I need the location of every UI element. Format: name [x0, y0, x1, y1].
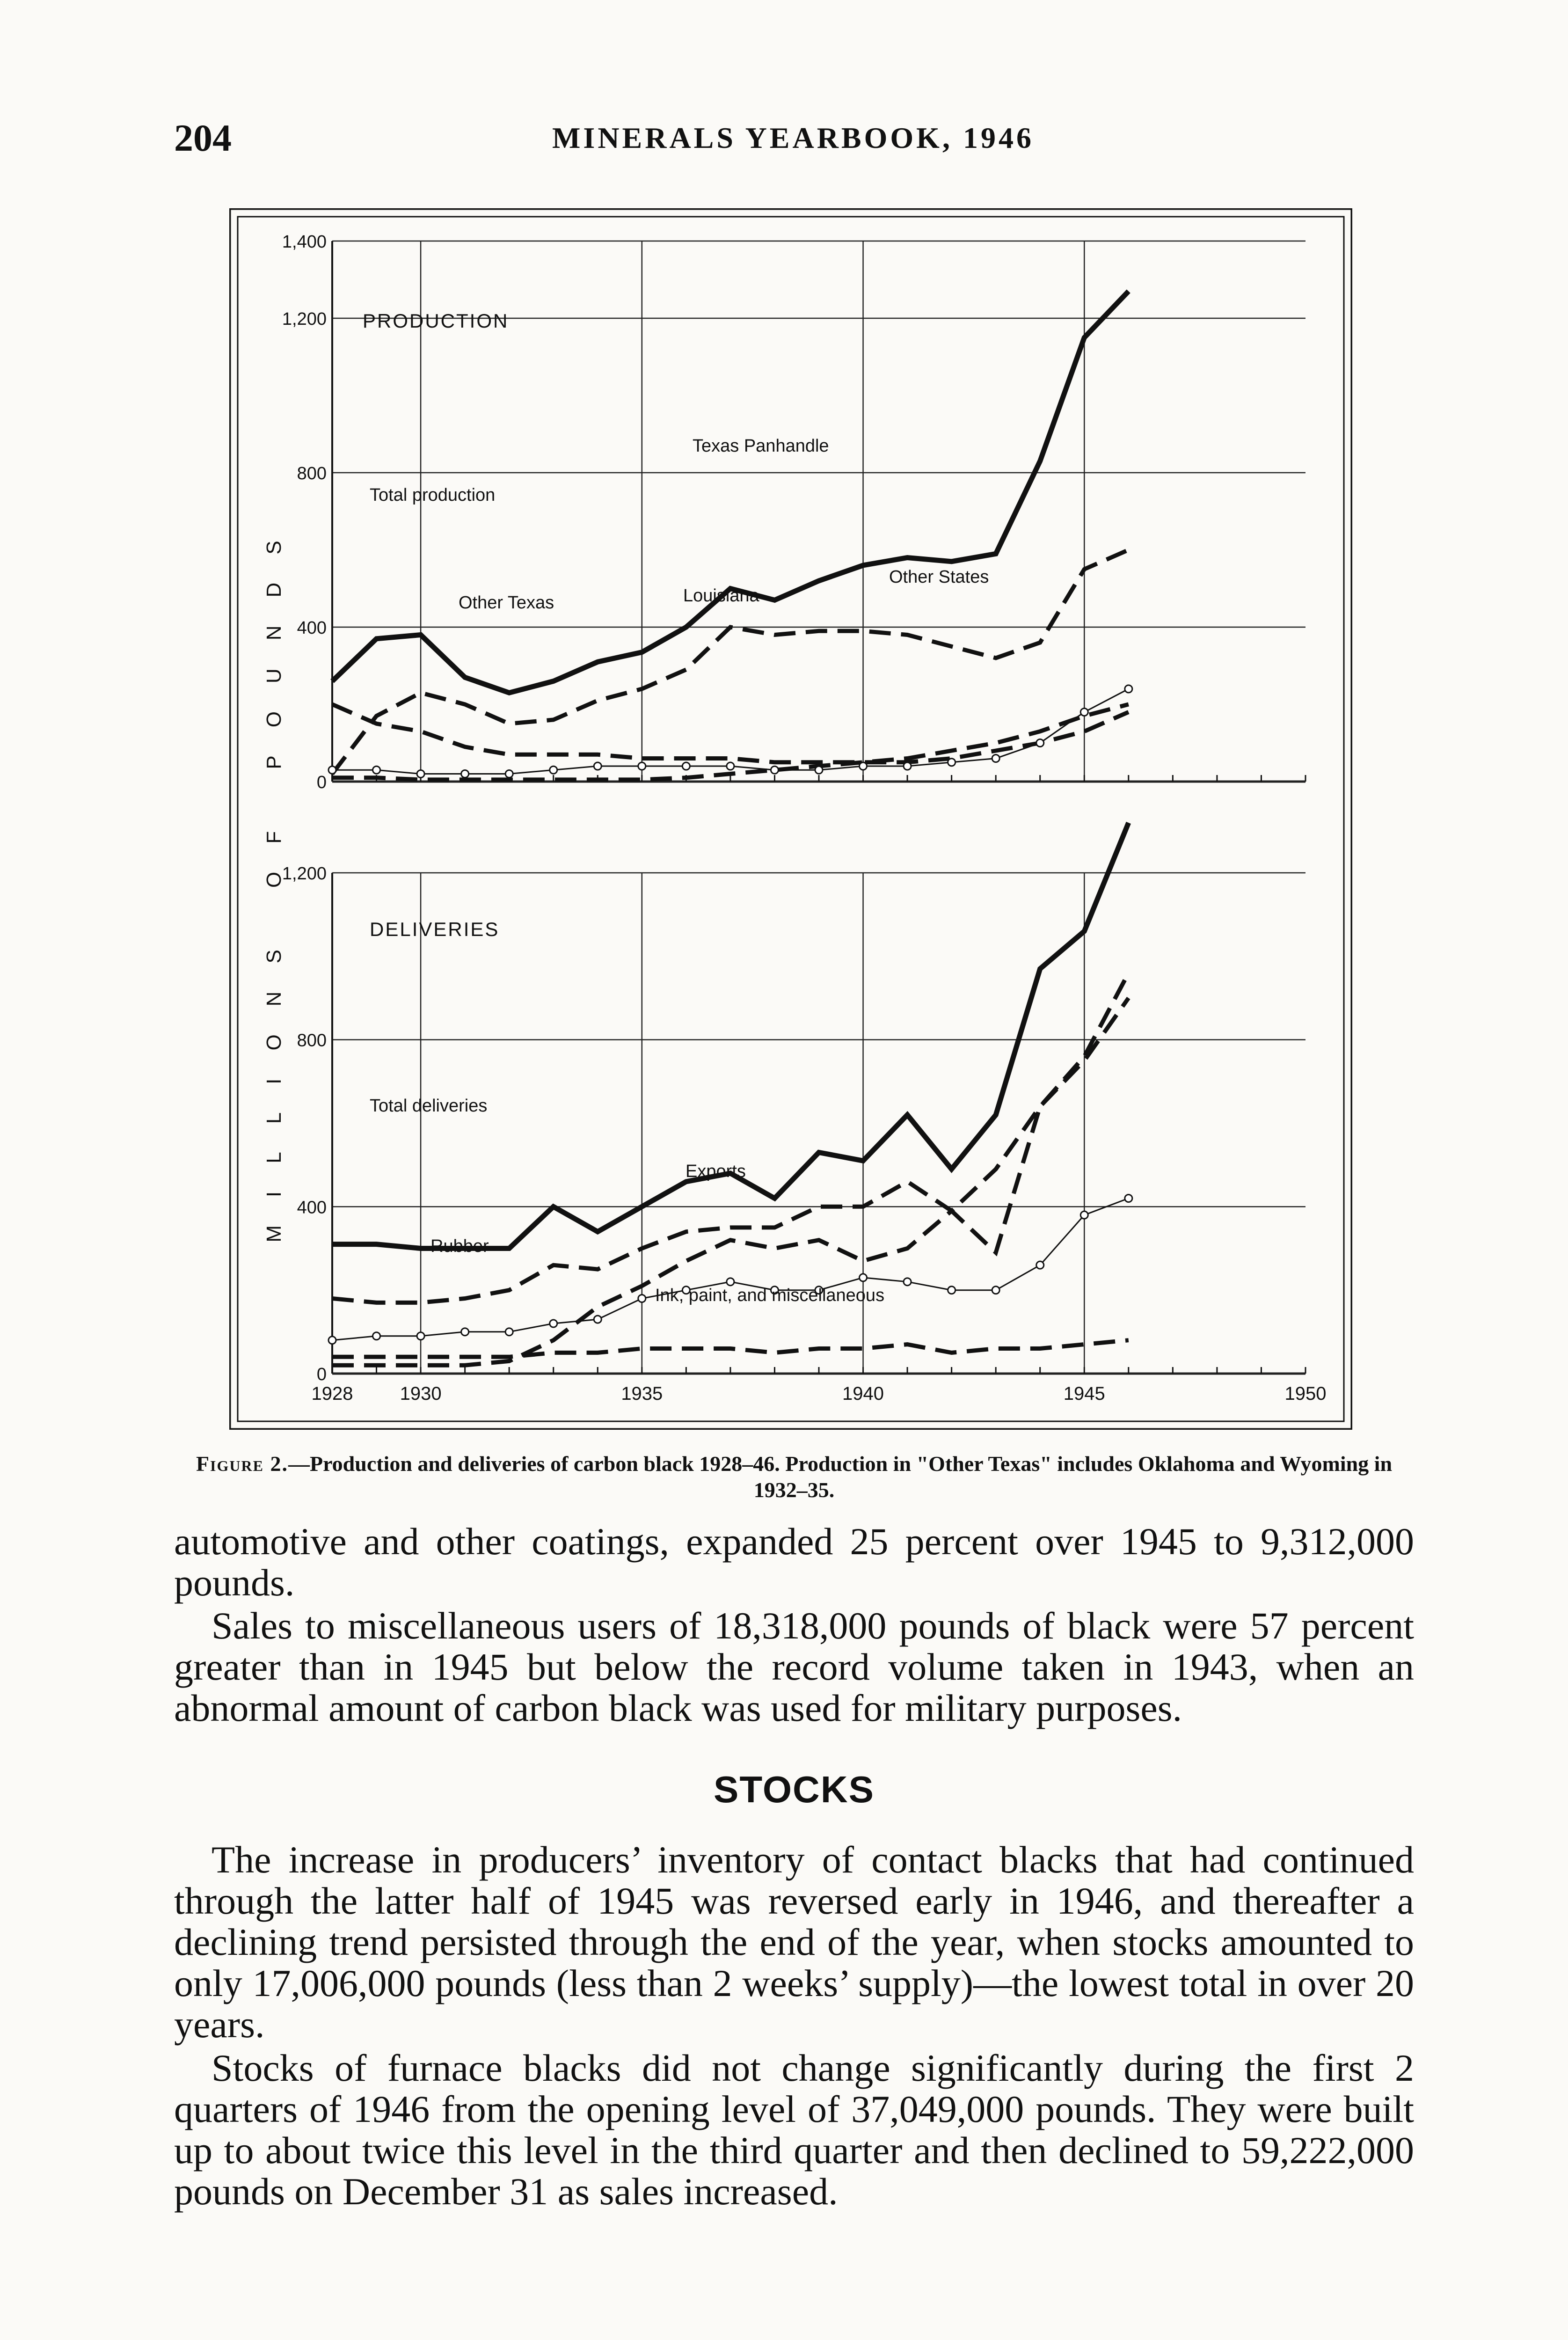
series-line-circle-series [332, 1199, 1129, 1340]
panel-title-production: PRODUCTION [363, 310, 509, 332]
data-point-circle-series-1934 [594, 1316, 601, 1323]
data-point-other-states-1934 [594, 762, 601, 770]
y-tick-label-800: 800 [297, 464, 327, 483]
section-heading-stocks: STOCKS [714, 1769, 875, 1810]
y-tick-label-1200: 1,200 [282, 309, 327, 329]
carbon-black-figure [229, 208, 1352, 1430]
stocks-paragraph-2: Stocks of furnace blacks did not change significantly during the first 2 quarters of 1946 from the opening level of 37,049,000 pounds. They were built up to about twice this level in the third quarter and then declined to 59,222,000 pounds on December 31 as sales increased. [174, 2047, 1414, 2213]
series-label-exports: Exports [686, 1162, 746, 1181]
data-point-other-states-1940 [860, 762, 867, 770]
data-point-circle-series-1928 [328, 1337, 336, 1344]
y-tick-label-0: 0 [316, 1365, 327, 1384]
paragraph-1: automotive and other coatings, expanded 25 percent over 1945 to 9,312,000 pounds. [174, 1520, 1414, 1604]
series-label-other-texas: Other Texas [459, 593, 554, 613]
series-label-rubber: Rubber [430, 1236, 489, 1256]
data-point-other-states-1939 [815, 766, 823, 774]
data-point-circle-series-1941 [904, 1278, 911, 1286]
series-label-total-production: Total production [370, 485, 496, 505]
data-point-other-states-1930 [417, 770, 424, 778]
data-point-other-states-1937 [727, 762, 734, 770]
running-head: MINERALS YEARBOOK, 1946 [552, 121, 1034, 154]
x-tick-label-1935: 1935 [621, 1383, 663, 1404]
data-point-circle-series-1942 [948, 1287, 955, 1294]
data-point-circle-series-1945 [1080, 1211, 1088, 1219]
series-line-rubber [332, 998, 1129, 1303]
page-number: 204 [174, 117, 232, 159]
series-label-texas-panhandle: Texas Panhandle [693, 436, 829, 456]
chart-panel-production [282, 232, 1305, 792]
y-tick-label-1400: 1,400 [282, 232, 327, 252]
data-point-other-states-1936 [682, 762, 690, 770]
figure-caption [174, 1451, 1414, 1503]
x-tick-label-1940: 1940 [842, 1383, 884, 1404]
data-point-circle-series-1931 [461, 1328, 469, 1336]
data-point-other-states-1941 [904, 762, 911, 770]
data-point-circle-series-1935 [638, 1295, 646, 1302]
data-point-other-states-1929 [373, 766, 380, 774]
data-point-other-states-1945 [1080, 709, 1088, 716]
data-point-circle-series-1937 [727, 1278, 734, 1286]
data-point-other-states-1946 [1125, 685, 1132, 693]
data-point-circle-series-1933 [550, 1320, 557, 1327]
chart-svg [229, 208, 1352, 1430]
series-line-total-deliveries [332, 823, 1129, 1249]
x-tick-label-1950: 1950 [1284, 1383, 1327, 1404]
data-point-other-states-1933 [550, 766, 557, 774]
data-point-circle-series-1944 [1036, 1261, 1044, 1269]
data-point-circle-series-1943 [992, 1287, 999, 1294]
data-point-circle-series-1929 [373, 1332, 380, 1340]
data-point-other-states-1932 [505, 770, 513, 778]
data-point-other-states-1931 [461, 770, 469, 778]
chart-panel-deliveries [282, 823, 1327, 1404]
data-point-other-states-1928 [328, 766, 336, 774]
figure-caption-lead: Figure 2. [196, 1452, 288, 1476]
data-point-other-states-1943 [992, 755, 999, 762]
paragraph-2: Sales to miscellaneous users of 18,318,000 pounds of black were 57 percent greater than in 1945 but below the record volume taken in 1943, when an abnormal amount of carbon black was used for military purposes. [174, 1604, 1414, 1729]
series-label-ink-paint-and-miscellaneous: Ink, paint, and miscellaneous [655, 1286, 885, 1305]
data-point-other-states-1944 [1036, 739, 1044, 747]
series-label-louisiana: Louisiana [683, 586, 759, 606]
y-tick-label-400: 400 [297, 1198, 327, 1218]
panel-title-deliveries: DELIVERIES [370, 918, 500, 940]
data-point-circle-series-1932 [505, 1328, 513, 1336]
data-point-other-states-1942 [948, 759, 955, 766]
series-label-total-deliveries: Total deliveries [370, 1096, 488, 1116]
data-point-other-states-1935 [638, 762, 646, 770]
x-tick-label-1928: 1928 [311, 1383, 353, 1404]
data-point-circle-series-1946 [1125, 1195, 1132, 1202]
y-tick-label-800: 800 [297, 1031, 327, 1051]
y-tick-label-1200: 1,200 [282, 864, 327, 884]
y-axis-title: MILLIONS OF POUNDS [263, 512, 285, 1243]
x-tick-label-1945: 1945 [1063, 1383, 1105, 1404]
series-line-ink-paint-and-miscellaneous [332, 1340, 1129, 1357]
y-tick-label-0: 0 [316, 773, 327, 792]
figure-caption-text: —Production and deliveries of carbon black 1928–46. Production in "Other Texas" includes Oklahoma and Wyoming in 1932–35. [288, 1452, 1393, 1502]
series-line-other-states [332, 689, 1129, 774]
series-label-other-states: Other States [889, 567, 989, 587]
stocks-paragraph-1: The increase in producers’ inventory of contact blacks that had continued through the latter half of 1945 was reversed early in 1946, and thereafter a declining trend persisted through the end of the year, when stocks amounted to only 17,006,000 pounds (less than 2 weeks’ supply)—the lowest total in over 20 years. [174, 1838, 1414, 2046]
x-tick-label-1930: 1930 [400, 1383, 442, 1404]
y-tick-label-400: 400 [297, 618, 327, 638]
data-point-other-states-1938 [771, 766, 778, 774]
data-point-circle-series-1930 [417, 1332, 424, 1340]
data-point-circle-series-1940 [860, 1274, 867, 1281]
